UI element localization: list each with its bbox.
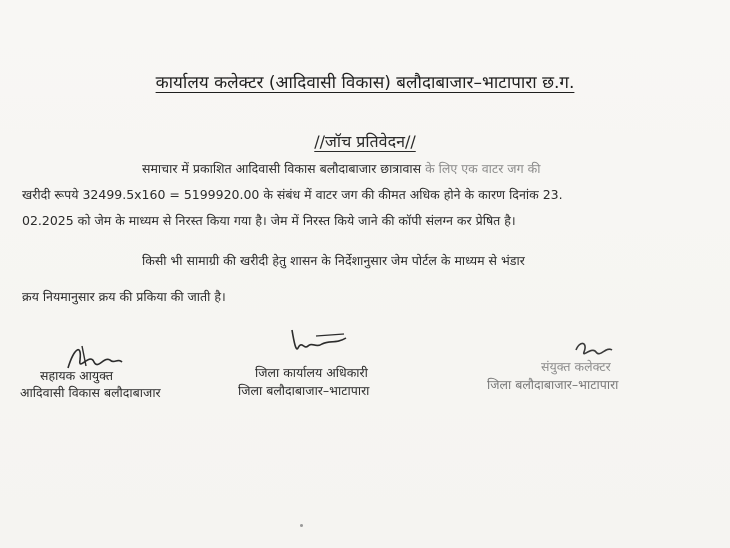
paragraph-1-line-1a: समाचार में प्रकाशित आदिवासी विकास बलौदाबाजार छात्रावास <box>142 161 422 176</box>
signature-3-title: संयुक्त कलेक्टर <box>541 359 611 374</box>
office-heading <box>0 70 730 93</box>
paragraph-1-line-1b: के लिए एक वाटर जग की <box>425 161 541 176</box>
paragraph-2-line-1: किसी भी सामाग्री की खरीदी हेतु शासन के निर्देशानुसार जेम पोर्टल के माध्यम से भंडार <box>142 253 525 268</box>
signature-2-office: जिला बलौदाबाजार–भाटापारा <box>238 383 370 398</box>
signature-2-title: जिला कार्यालय अधिकारी <box>255 365 368 380</box>
signature-1-title: सहायक आयुक्त <box>40 368 113 383</box>
paragraph-2-line-2: क्रय नियमानुसार क्रय की प्रकिया की जाती है। <box>22 289 226 304</box>
report-title <box>0 130 730 152</box>
report-title-text: //जॉच प्रतिवेदन// <box>314 132 416 151</box>
paragraph-1-line-3: 02.2025 को जेम के माध्यम से निरस्त किया गया है। जेम में निरस्त किये जाने की कॉपी संलग्न कर प्रेषित है। <box>22 213 516 228</box>
paragraph-1-line-2: खरीदी रूपये 32499.5x160 = 5199920.00 के संबंध में वाटर जग की कीमत अधिक होने के कारण दिनांक 23. <box>22 187 563 202</box>
office-heading-text: कार्यालय कलेक्टर (आदिवासी विकास) बलौदाबाजार–भाटापारा छ.ग. <box>155 73 575 93</box>
page-speck <box>300 524 303 527</box>
signature-2-scribble <box>286 322 356 362</box>
paragraph-1-line-1 <box>142 160 540 177</box>
signature-1-office: आदिवासी विकास बलौदाबाजार <box>20 385 161 400</box>
signature-3-office: जिला बलौदाबाजार–भाटापारा <box>487 377 619 392</box>
